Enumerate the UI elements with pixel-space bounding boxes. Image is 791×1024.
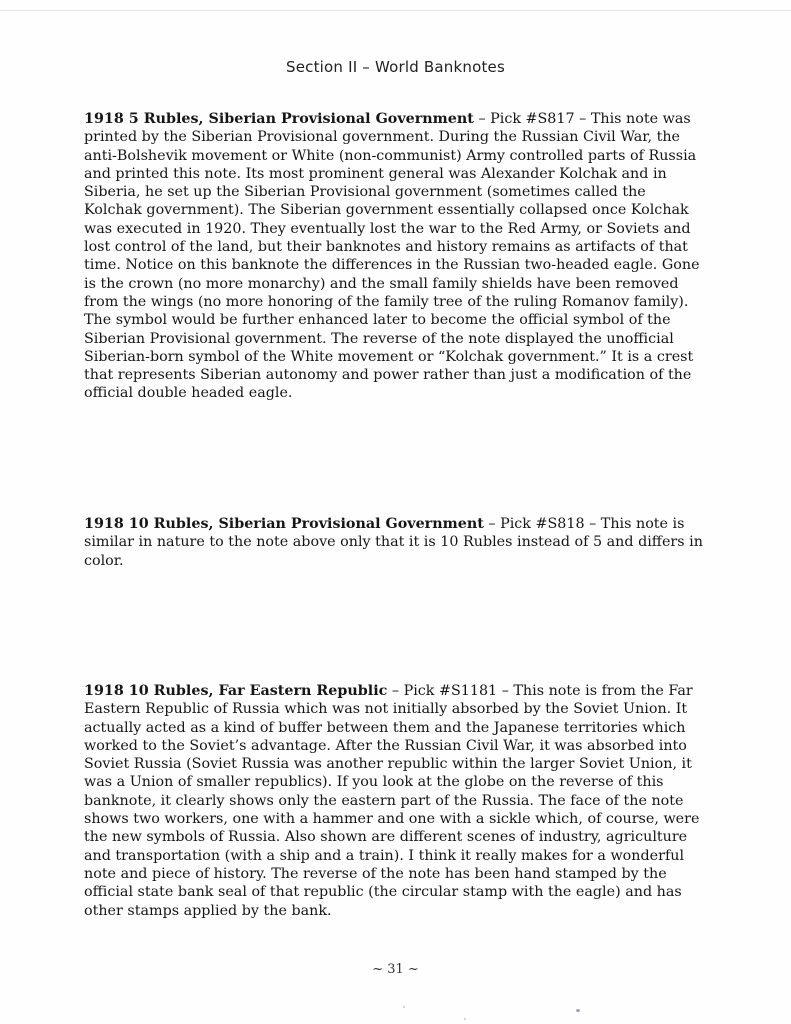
- page-number: ~ 31 ~: [372, 962, 419, 977]
- scan-speck: [576, 1009, 580, 1012]
- scan-edge-line: [0, 10, 791, 11]
- entry-pick-number: – Pick #S1181 –: [391, 683, 509, 699]
- banknote-entry-10-rubles-siberian: [84, 515, 706, 570]
- banknote-entry-10-rubles-far-eastern: [84, 682, 706, 920]
- entry-title: 1918 10 Rubles, Far Eastern Republic: [84, 683, 388, 699]
- entry-title: 1918 10 Rubles, Siberian Provisional Government: [84, 516, 484, 532]
- entry-title: 1918 5 Rubles, Siberian Provisional Government: [84, 111, 474, 127]
- banknote-entry-5-rubles-siberian: [84, 110, 706, 403]
- scan-speck: [464, 1018, 466, 1020]
- entry-description: This note is similar in nature to the note above only that it is 10 Rubles instead of 5 and differs in color.: [84, 516, 703, 569]
- entry-description: This note is from the Far Eastern Republic of Russia which was not initially absorbed by the Soviet Union. It actually acted as a kind of buffer between them and the Japanese territories which worked to the Soviet’s advantage. After the Russian Civil War, it was absorbed into Soviet Russia (Soviet Russia was another republic within the larger Soviet Union, it was a Union of smaller republics). If you look at the globe on the reverse of this banknote, it clearly shows only the eastern part of the Russia. The face of the note shows two workers, one with a hammer and one with a sickle which, of course, were the new symbols of Russia. Also shown are different scenes of industry, agriculture and transportation (with a ship and a train). I think it really makes for a wonderful note and piece of history. The reverse of the note has been hand stamped by the official state bank seal of that republic (the circular stamp with the eagle) and has other stamps applied by the bank.: [84, 683, 700, 919]
- scan-speck: [403, 1006, 405, 1008]
- entry-pick-number: – Pick #S818 –: [488, 516, 597, 532]
- section-header: Section II – World Banknotes: [285, 58, 506, 76]
- entry-pick-number: – Pick #S817 –: [478, 111, 587, 127]
- entry-description: This note was printed by the Siberian Provisional government. During the Russian Civil War, the anti-Bolshevik movement or White (non-communist) Army controlled parts of Russia and printed this note. Its most prominent general was Alexander Kolchak and in Siberia, he set up the Siberian Provisional government (sometimes called the Kolchak government). The Siberian government essentially collapsed once Kolchak was executed in 1920. They eventually lost the war to the Red Army, or Soviets and lost control of the land, but their banknotes and history remains as artifacts of that time. Notice on this banknote the differences in the Russian two-headed eagle. Gone is the crown (no more monarchy) and the small family shields have been removed from the wings (no more honoring of the family tree of the ruling Romanov family). The symbol would be further enhanced later to become the official symbol of the Siberian Provisional government. The reverse of the note displayed the unofficial Siberian-born symbol of the White movement or “Kolchak government.” It is a crest that represents Siberian autonomy and power rather than just a modification of the official double headed eagle.: [84, 111, 700, 402]
